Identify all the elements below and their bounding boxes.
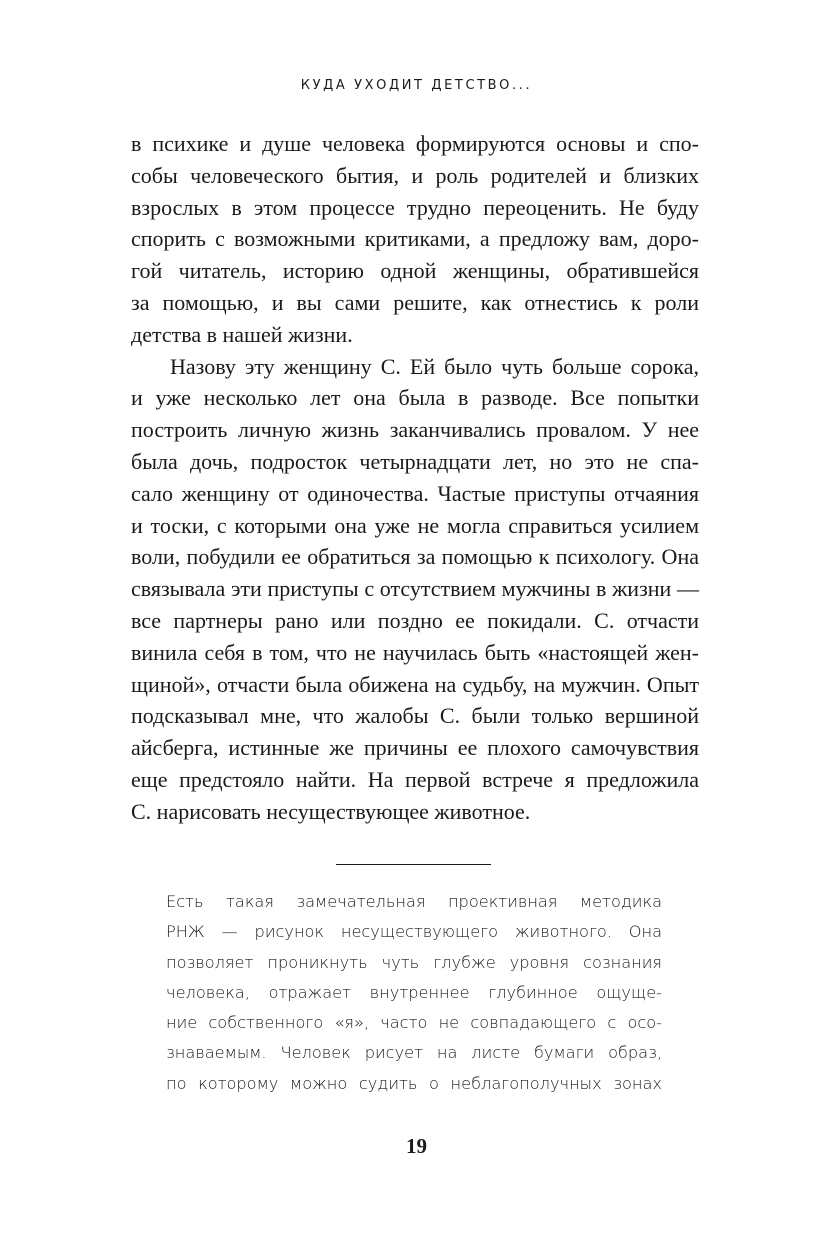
sidebar-note-block xyxy=(166,887,662,1099)
text-line: все партнеры рано или поздно ее покидали. С. отчасти xyxy=(131,607,699,633)
text-line: собы человеческого бытия, и роль родителей и близких xyxy=(131,162,699,188)
text-line: подсказывал мне, что жалобы С. были только вершиной xyxy=(131,703,699,729)
page-number: 19 xyxy=(406,1134,427,1158)
text-line: в психике и душе человека формируются основы и спо- xyxy=(131,131,699,156)
text-line: была дочь, подросток четырнадцати лет, но это не спа- xyxy=(131,448,699,474)
text-line: связывала эти приступы с отсутствием мужчины в жизни — xyxy=(131,576,699,602)
text-line: детства в нашей жизни. xyxy=(131,321,353,347)
running-head: КУДА УХОДИТ ДЕТСТВО... xyxy=(300,78,533,93)
text-line: винила себя в том, что не научилась быть «настоящей жен- xyxy=(131,639,699,665)
text-line: воли, побудили ее обратиться за помощью к психологу. Она xyxy=(131,544,699,570)
note-line: человека, отражает внутреннее глубинное ощуще- xyxy=(166,982,662,1002)
paragraph-first-line: Назову эту женщину С. Ей было чуть больше сорока, xyxy=(170,353,699,379)
text-line: еще предстояло найти. На первой встрече я предложила xyxy=(131,766,699,792)
text-line: построить личную жизнь заканчивались провалом. У нее xyxy=(131,417,699,443)
text-line: щиной», отчасти была обижена на судьбу, на мужчин. Опыт xyxy=(131,671,699,697)
text-line: айсберга, истинные же причины ее плохого самочувствия xyxy=(131,735,699,761)
note-line: Есть такая замечательная проективная методика xyxy=(166,892,662,911)
note-line: РНЖ — рисунок несуществующего животного. Она xyxy=(166,922,662,942)
note-line: по которому можно судить о неблагополучных зонах xyxy=(166,1073,662,1093)
text-line: сало женщину от одиночества. Частые приступы отчаяния xyxy=(131,480,699,506)
text-line: гой читатель, историю одной женщины, обратившейся xyxy=(131,258,699,284)
note-line: позволяет проникнуть чуть глубже уровня сознания xyxy=(166,952,662,972)
text-line: взрослых в этом процессе трудно переоценить. Не буду xyxy=(131,194,699,220)
section-divider xyxy=(336,864,491,865)
text-line: спорить с возможными критиками, а предложу вам, доро- xyxy=(131,226,699,252)
main-text-block xyxy=(131,128,699,828)
note-line: знаваемым. Человек рисует на листе бумаги образ, xyxy=(166,1043,662,1063)
text-line: С. нарисовать несуществующее животное. xyxy=(131,798,531,824)
note-line: ние собственного «я», часто не совпадающего с осо- xyxy=(166,1013,662,1033)
text-line: и тоски, с которыми она уже не могла справиться усилием xyxy=(131,512,699,538)
text-line: за помощью, и вы сами решите, как отнестись к роли xyxy=(131,289,699,315)
text-line: и уже несколько лет она была в разводе. Все попытки xyxy=(131,385,699,411)
